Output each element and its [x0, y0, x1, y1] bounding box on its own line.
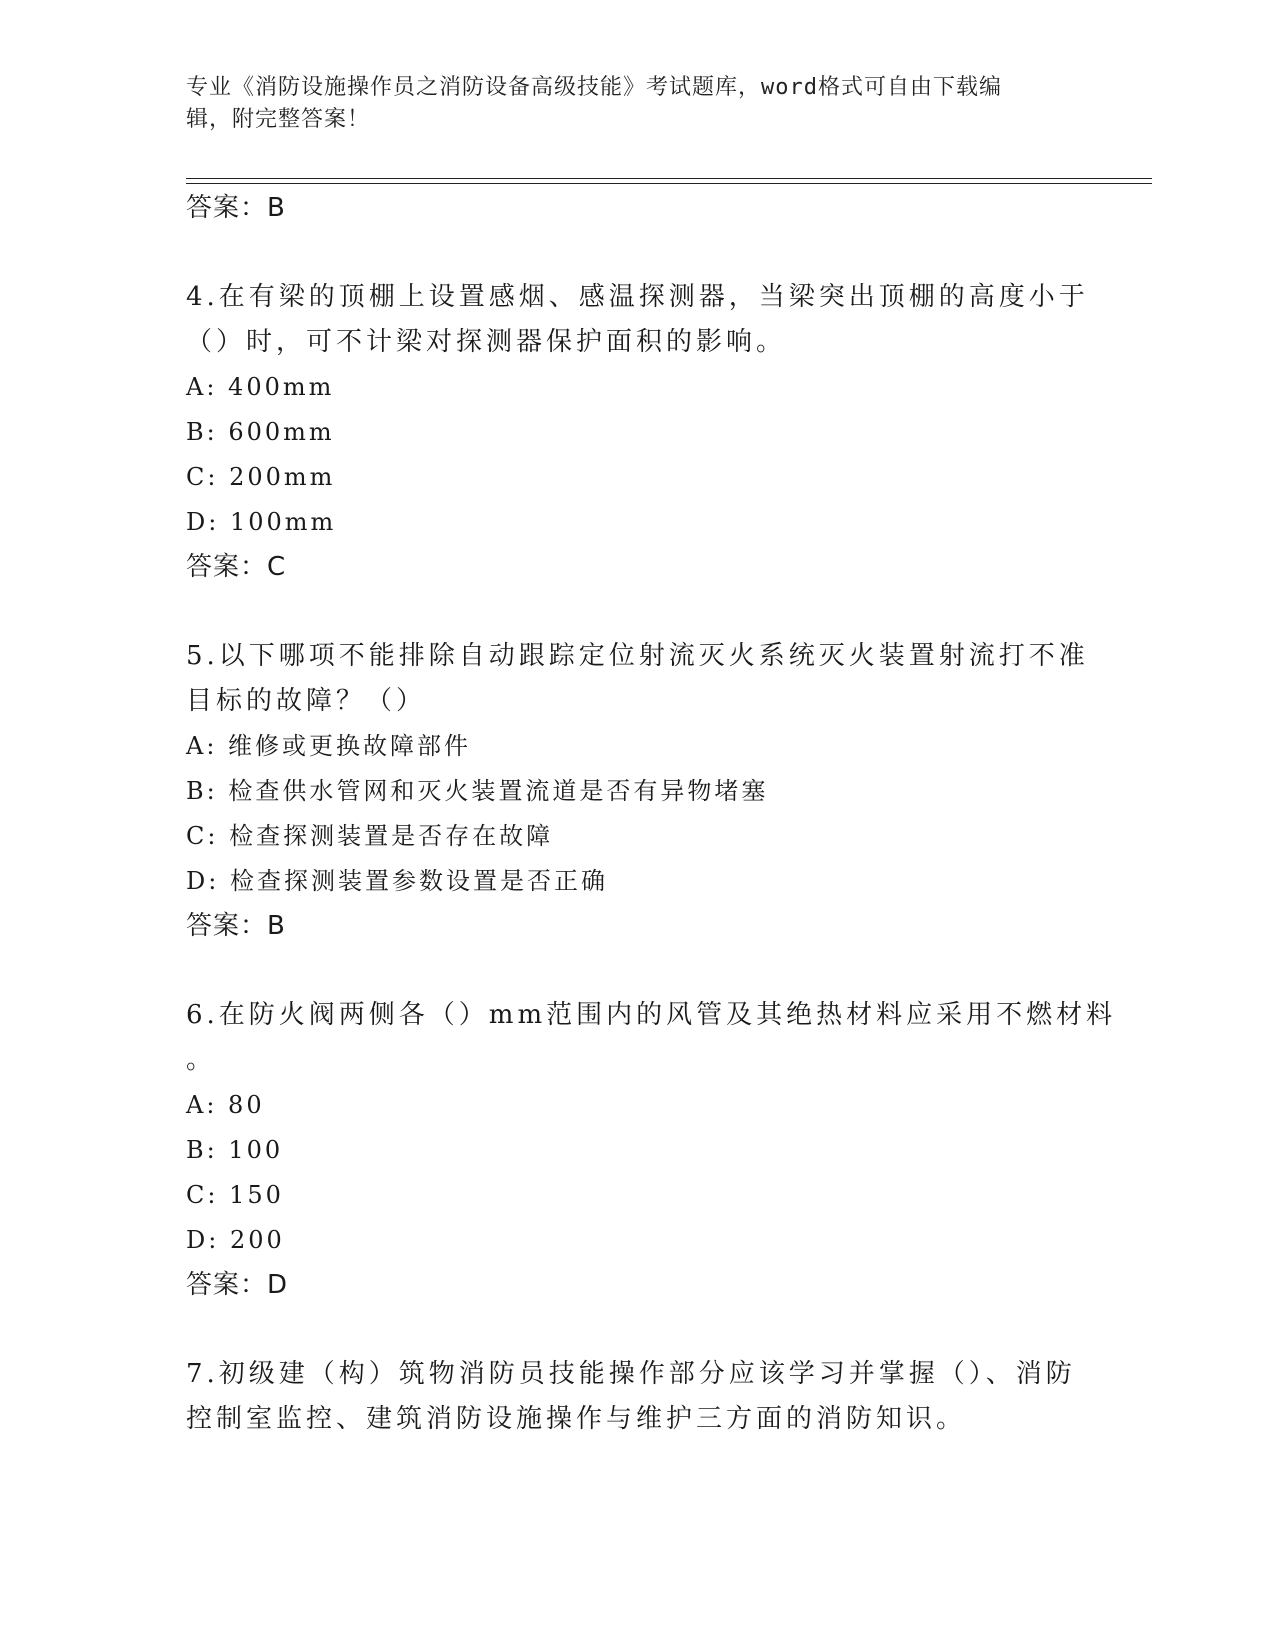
- question-4-option-d: D: 100mm: [186, 508, 337, 536]
- question-6-option-b: B: 100: [186, 1136, 284, 1164]
- question-5: [186, 634, 1089, 949]
- header-divider-top: [186, 178, 1152, 179]
- question-7-line-2: 控制室监控、建筑消防设施操作与维护三方面的消防知识。: [186, 1404, 967, 1434]
- question-4: [186, 275, 1089, 590]
- question-list: [186, 186, 1117, 1442]
- question-6-line-2: 。: [186, 1045, 217, 1075]
- question-6-option-d: D: 200: [186, 1226, 285, 1254]
- question-5-line-1: 5.以下哪项不能排除自动跟踪定位射流灭火系统灭火装置射流打不准: [186, 641, 1089, 671]
- question-7: [186, 1352, 1086, 1442]
- question-5-option-a: A: 维修或更换故障部件: [186, 732, 472, 760]
- question-6-line-1: 6.在防火阀两侧各（）mm范围内的风管及其绝热材料应采用不燃材料: [186, 1000, 1117, 1030]
- header-line-1: 专业《消防设施操作员之消防设备高级技能》考试题库，word格式可自由下载编: [186, 75, 1002, 100]
- page-header: [186, 72, 1066, 136]
- question-4-option-c: C: 200mm: [186, 463, 336, 491]
- answer-q4: 答案：C: [186, 552, 287, 582]
- answer-prev: 答案：B: [186, 193, 286, 223]
- question-4-line-1: 4.在有梁的顶棚上设置感烟、感温探测器，当梁突出顶棚的高度小于: [186, 282, 1089, 312]
- question-4-option-a: A: 400mm: [186, 373, 335, 401]
- question-5-option-d: D: 检查探测装置参数设置是否正确: [186, 867, 608, 895]
- question-6-option-c: C: 150: [186, 1181, 284, 1209]
- question-4-line-2: （）时，可不计梁对探测器保护面积的影响。: [186, 327, 787, 357]
- question-6: [186, 993, 1117, 1308]
- header-line-2: 辑，附完整答案！: [186, 107, 371, 132]
- header-divider-bottom: [186, 183, 1152, 184]
- question-7-line-1: 7.初级建（构）筑物消防员技能操作部分应该学习并掌握（）、消防: [186, 1359, 1076, 1389]
- question-4-option-b: B: 600mm: [186, 418, 335, 446]
- question-5-option-c: C: 检查探测装置是否存在故障: [186, 822, 554, 850]
- answer-q5: 答案：B: [186, 911, 286, 941]
- question-5-line-2: 目标的故障？（）: [186, 686, 427, 716]
- answer-q6: 答案：D: [186, 1270, 289, 1300]
- question-6-option-a: A: 80: [186, 1091, 265, 1119]
- question-5-option-b: B: 检查供水管网和灭火装置流道是否有异物堵塞: [186, 777, 769, 805]
